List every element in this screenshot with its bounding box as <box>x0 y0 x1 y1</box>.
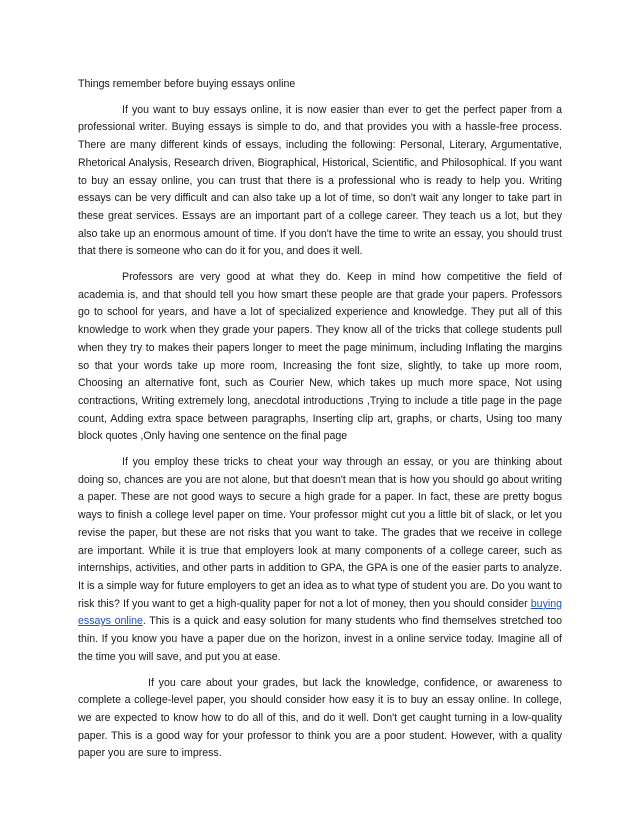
paragraph-professors: Professors are very good at what they do. Keep in mind how competitive the field of academia is, and that should tell you how smart these people are that grade your papers. Professors go to school for years, and have a lot of specialized experience and knowledge. They put all of this knowledge to work when they grade your papers. They know all of the tricks that college students pull when they try to makes their papers longer to meet the page minimum, including Inflating the margins so that your words take up more room, Increasing the font size, slightly, to take up more room, Choosing an alternative font, such as Courier New, which takes up much more space, Not using contractions, Writing extremely long, anecdotal introductions ,Trying to include a title page in the page count, Adding extra space between paragraphs, Inserting clip art, graphs, or charts, Using too many block quotes ,Only having one sentence on the final page <box>78 271 562 443</box>
document-body <box>78 76 562 771</box>
paragraph-tricks-text-start: If you employ these tricks to cheat your way through an essay, or you are thinking about doing so, chances are you are not alone, but that doesn't mean that is how you should go about writing a paper. These are not good ways to secure a high grade for a paper. In fact, these are pretty bogus ways to finish a college level paper on time. Your professor might cut you a little bit of slack, or let you revise the paper, but these are not risks that you want to take. The grades that we receive in college are important. While it is true that employers look at many components of a college career, such as internships, activities, and other parts in addition to GPA, the GPA is one of the easier parts to analyze. It is a simple way for future employers to get an idea as to what type of student you are. Do you want to risk this? If you want to get a high-quality paper for not a lot of money, then you should consider <box>78 456 562 610</box>
paragraph-tricks-text-end: . This is a quick and easy solution for many students who find themselves stretched too thin. If you know you have a paper due on the horizon, invest in a online service today. Imagine all of the time you will save, and put you at ease. <box>78 615 562 663</box>
paragraph-grades: If you care about your grades, but lack the knowledge, confidence, or awareness to complete a college-level paper, you should consider how easy it is to buy an essay online. In college, we are expected to know how to do all of this, and do it well. Don't get caught turning in a low-quality paper. This is a good way for your professor to think you are a poor student. However, with a quality paper you are sure to impress. <box>78 676 562 760</box>
buying-essays-online-link[interactable]: buying essays online <box>78 597 562 628</box>
paragraph-buying-essays: If you want to buy essays online, it is now easier than ever to get the perfect paper from a professional writer. Buying essays is simple to do, and that provides you with a hassle-free process. There are many different kinds of essays, including the following: Personal, Literary, Argumentative, Rhetorical Analysis, Research driven, Biographical, Historical, Scientific, and Philosophical. If you want to buy an essay online, you can trust that there is a professional who is ready to help you. Writing essays can be very difficult and can also take up a lot of time, so don't wait any longer to take part in these great services. Essays are an important part of a college career. They teach us a lot, but they also take up an enormous amount of time. If you don't have the time to write an essay, you should trust that there is someone who can do it for you, and does it well. <box>78 103 562 258</box>
paragraph-tricks <box>78 454 562 666</box>
document-title: Things remember before buying essays online <box>78 78 296 90</box>
